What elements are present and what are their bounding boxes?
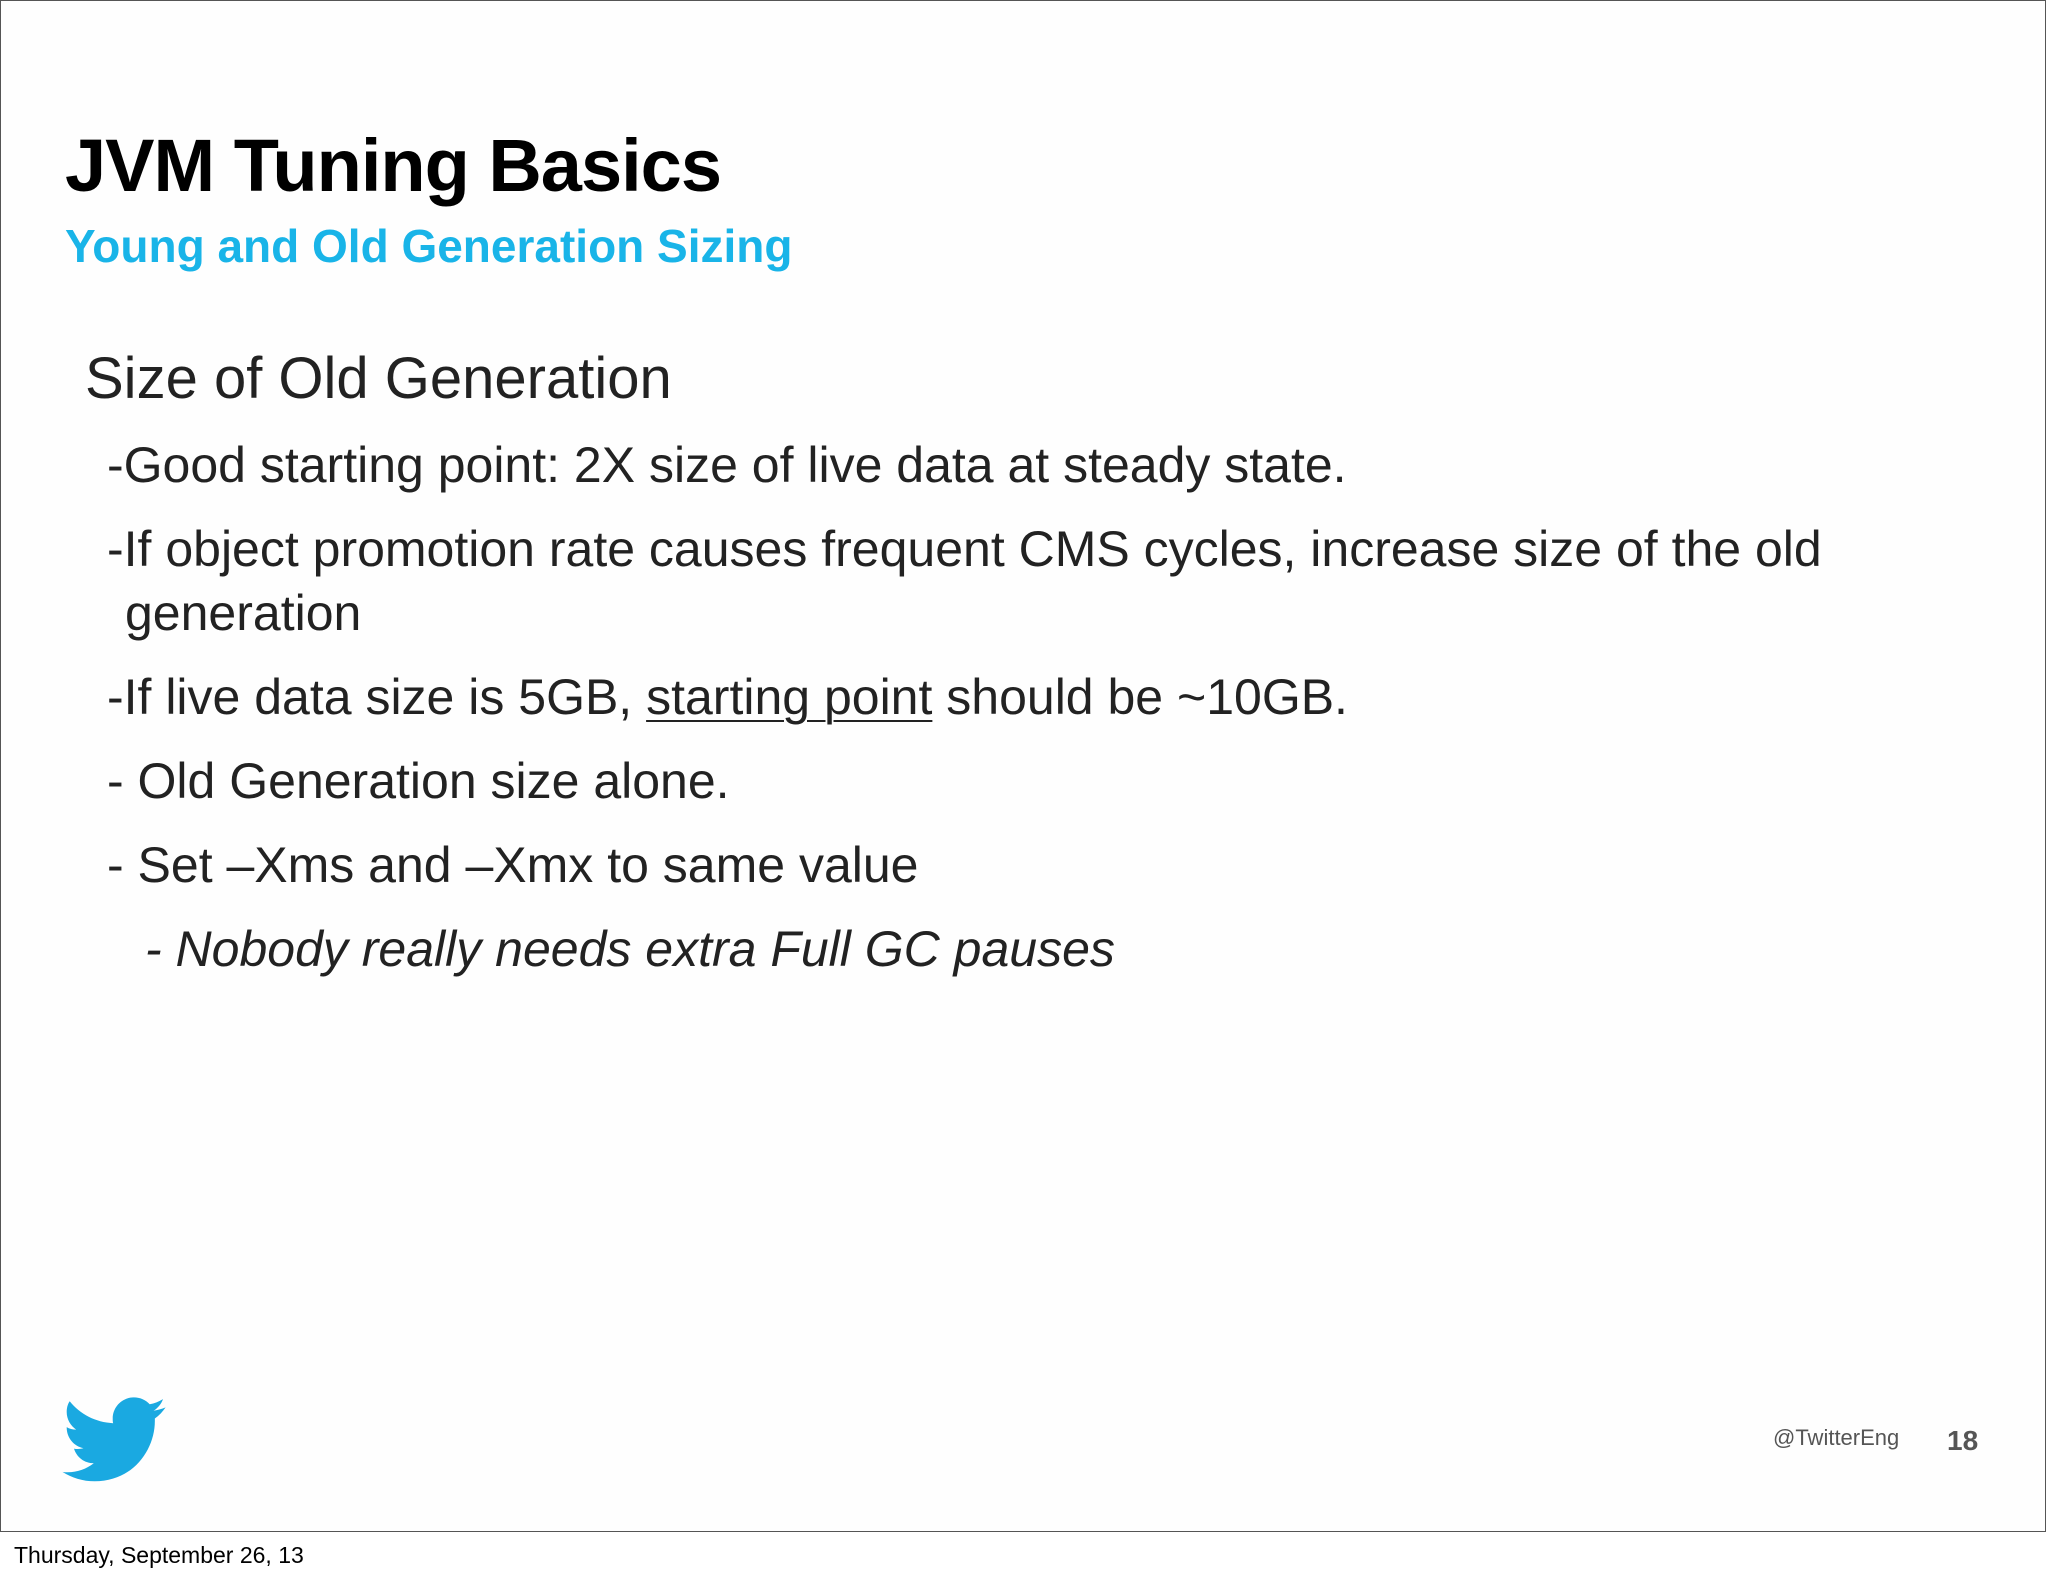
bullet-xms-xmx: - Set –Xms and –Xmx to same value <box>107 837 919 893</box>
footer-handle: @TwitterEng <box>1773 1425 1900 1450</box>
starting-point-underlined: starting point <box>646 669 933 725</box>
bullet-live-data-pre: -If live data size is 5GB, <box>107 669 647 725</box>
bullet-live-data-post: should be ~10GB. <box>932 669 1348 725</box>
page-number: 18 <box>1947 1425 1979 1456</box>
bullet-starting-point: -Good starting point: 2X size of live data at steady state. <box>107 437 1347 493</box>
bullet-promotion-rate-line1: -If object promotion rate causes frequent CMS cycles, increase size of the old <box>107 521 1822 577</box>
bullet-old-gen-size-alone: - Old Generation size alone. <box>107 753 730 809</box>
slide-subtitle: Young and Old Generation Sizing <box>65 220 793 272</box>
bullet-full-gc-pauses: - Nobody really needs extra Full GC pauses <box>145 921 1115 977</box>
slide-title: JVM Tuning Basics <box>65 124 721 207</box>
twitter-bird-icon <box>61 1397 167 1483</box>
date-footer: Thursday, September 26, 13 <box>14 1542 304 1568</box>
bullet-live-data-size <box>107 665 1348 729</box>
bullet-promotion-rate-line2: generation <box>125 585 362 641</box>
section-heading: Size of Old Generation <box>85 346 672 411</box>
